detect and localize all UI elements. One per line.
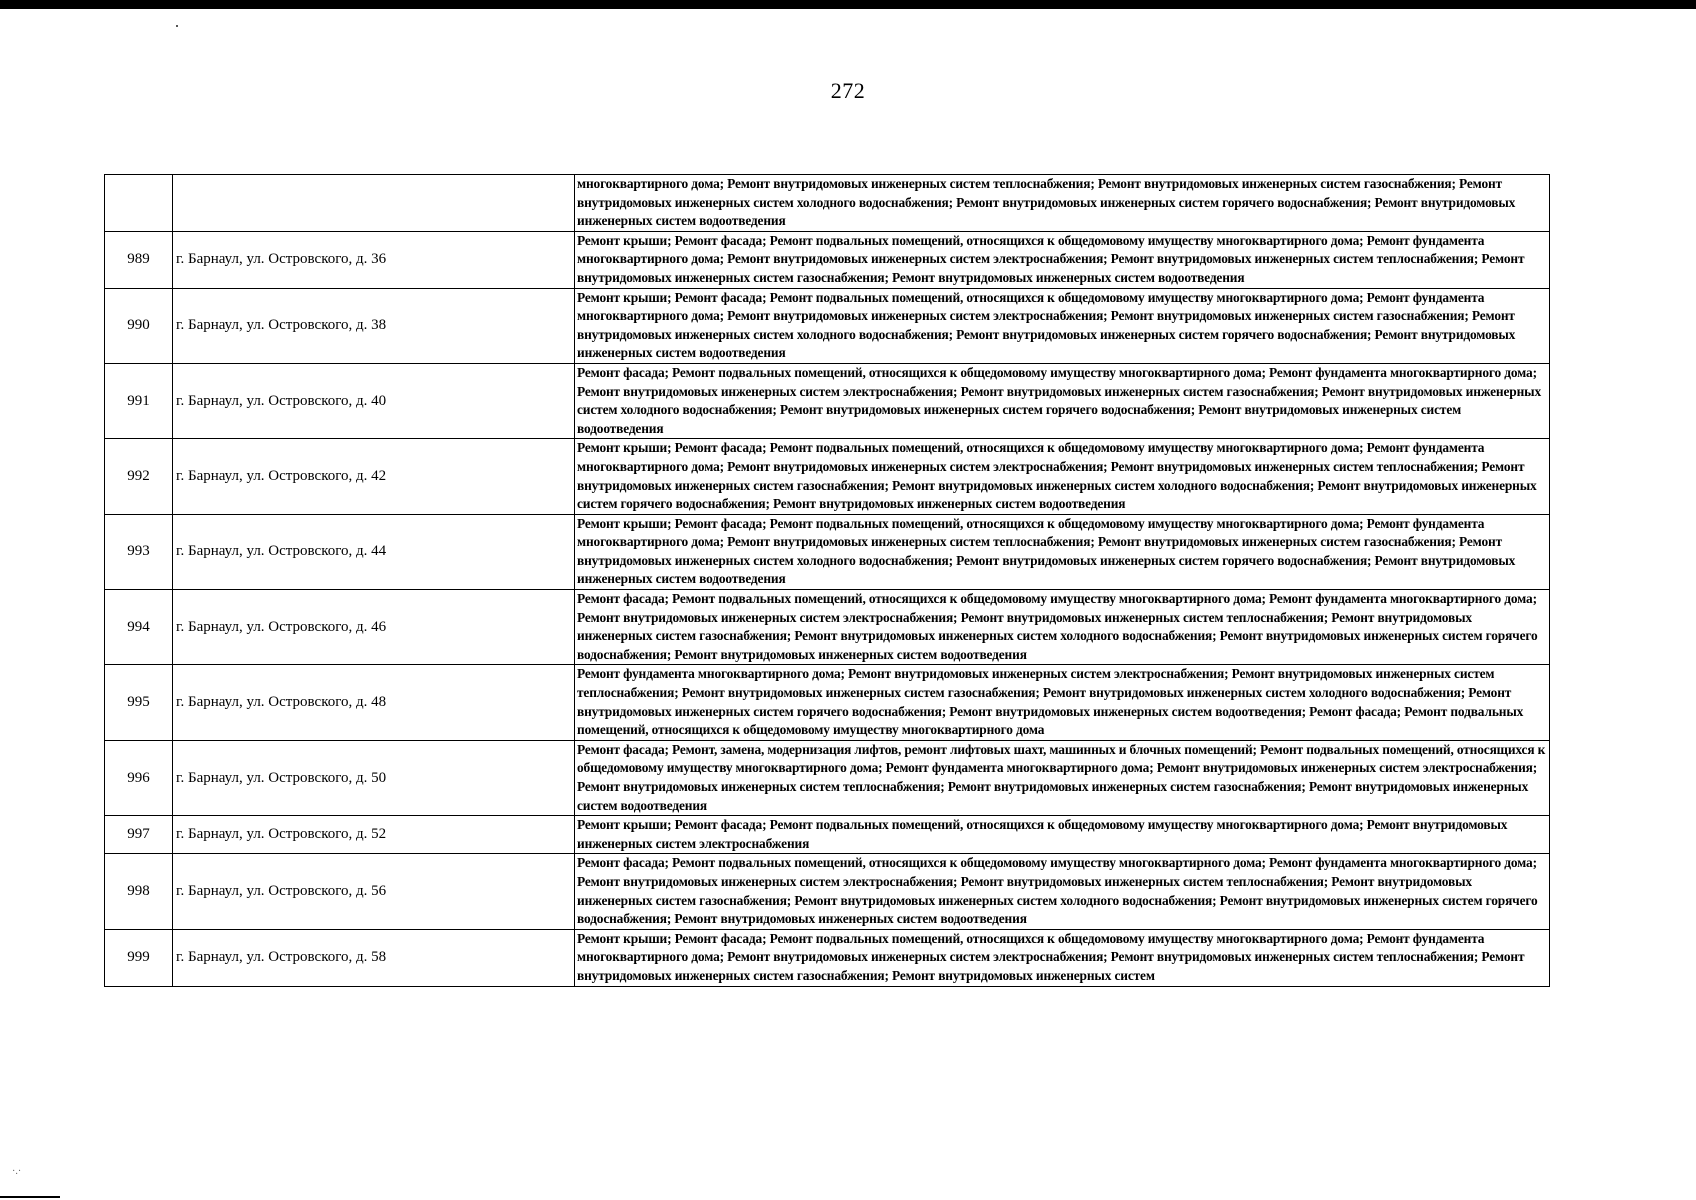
row-address [173, 175, 575, 232]
row-address: г. Барнаул, ул. Островского, д. 56 [173, 854, 575, 929]
row-number: 996 [105, 740, 173, 815]
table-row [105, 439, 1550, 514]
table-row [105, 816, 1550, 854]
row-number [105, 175, 173, 232]
row-address: г. Барнаул, ул. Островского, д. 48 [173, 665, 575, 740]
row-works: Ремонт крыши; Ремонт фасада; Ремонт подвальных помещений, относящихся к общедомовому имуществу многоквартирного дома; Ремонт фундамента многоквартирного дома; Ремонт внутридомовых инженерных систем электроснабжения; Ремонт внутридомовых инженерных систем теплоснабжения; Ремонт внутридомовых инженерных систем газоснабжения; Ремонт внутридомовых инженерных систем водоотведения [575, 231, 1550, 288]
row-address: г. Барнаул, ул. Островского, д. 58 [173, 929, 575, 986]
row-works: Ремонт фундамента многоквартирного дома; Ремонт внутридомовых инженерных систем электроснабжения; Ремонт внутридомовых инженерных систем теплоснабжения; Ремонт внутридомовых инженерных систем газоснабжения; Ремонт внутридомовых инженерных систем холодного водоснабжения; Ремонт внутридомовых инженерных систем горячего водоснабжения; Ремонт внутридомовых инженерных систем водоотведения; Ремонт фасада; Ремонт подвальных помещений, относящихся к общедомовому имуществу многоквартирного дома [575, 665, 1550, 740]
scan-bottom-mark [0, 1196, 60, 1198]
row-address: г. Барнаул, ул. Островского, д. 40 [173, 363, 575, 438]
row-address: г. Барнаул, ул. Островского, д. 44 [173, 514, 575, 589]
row-works: Ремонт фасада; Ремонт подвальных помещений, относящихся к общедомовому имуществу многоквартирного дома; Ремонт фундамента многоквартирного дома; Ремонт внутридомовых инженерных систем электроснабжения; Ремонт внутридомовых инженерных систем теплоснабжения; Ремонт внутридомовых инженерных систем газоснабжения; Ремонт внутридомовых инженерных систем холодного водоснабжения; Ремонт внутридомовых инженерных систем горячего водоснабжения; Ремонт внутридомовых инженерных систем водоотведения [575, 590, 1550, 665]
row-works: Ремонт крыши; Ремонт фасада; Ремонт подвальных помещений, относящихся к общедомовому имуществу многоквартирного дома; Ремонт фундамента многоквартирного дома; Ремонт внутридомовых инженерных систем теплоснабжения; Ремонт внутридомовых инженерных систем газоснабжения; Ремонт внутридомовых инженерных систем холодного водоснабжения; Ремонт внутридомовых инженерных систем горячего водоснабжения; Ремонт внутридомовых инженерных систем водоотведения [575, 514, 1550, 589]
row-number: 990 [105, 288, 173, 363]
row-works: Ремонт крыши; Ремонт фасада; Ремонт подвальных помещений, относящихся к общедомовому имуществу многоквартирного дома; Ремонт внутридомовых инженерных систем электроснабжения [575, 816, 1550, 854]
table-row [105, 590, 1550, 665]
scan-top-border [0, 0, 1696, 9]
row-address: г. Барнаул, ул. Островского, д. 38 [173, 288, 575, 363]
scan-speck [176, 25, 178, 27]
row-works: Ремонт крыши; Ремонт фасада; Ремонт подвальных помещений, относящихся к общедомовому имуществу многоквартирного дома; Ремонт фундамента многоквартирного дома; Ремонт внутридомовых инженерных систем электроснабжения; Ремонт внутридомовых инженерных систем теплоснабжения; Ремонт внутридомовых инженерных систем газоснабжения; Ремонт внутридомовых инженерных систем [575, 929, 1550, 986]
row-works: Ремонт крыши; Ремонт фасада; Ремонт подвальных помещений, относящихся к общедомовому имуществу многоквартирного дома; Ремонт фундамента многоквартирного дома; Ремонт внутридомовых инженерных систем электроснабжения; Ремонт внутридомовых инженерных систем теплоснабжения; Ремонт внутридомовых инженерных систем газоснабжения; Ремонт внутридомовых инженерных систем холодного водоснабжения; Ремонт внутридомовых инженерных систем горячего водоснабжения; Ремонт внутридомовых инженерных систем водоотведения [575, 439, 1550, 514]
table-row [105, 231, 1550, 288]
row-number: 993 [105, 514, 173, 589]
row-works: Ремонт крыши; Ремонт фасада; Ремонт подвальных помещений, относящихся к общедомовому имуществу многоквартирного дома; Ремонт фундамента многоквартирного дома; Ремонт внутридомовых инженерных систем электроснабжения; Ремонт внутридомовых инженерных систем газоснабжения; Ремонт внутридомовых инженерных систем холодного водоснабжения; Ремонт внутридомовых инженерных систем горячего водоснабжения; Ремонт внутридомовых инженерных систем водоотведения [575, 288, 1550, 363]
row-works: Ремонт фасада; Ремонт, замена, модернизация лифтов, ремонт лифтовых шахт, машинных и блочных помещений; Ремонт подвальных помещений, относящихся к общедомовому имуществу многоквартирного дома; Ремонт фундамента многоквартирного дома; Ремонт внутридомовых инженерных систем электроснабжения; Ремонт внутридомовых инженерных систем теплоснабжения; Ремонт внутридомовых инженерных систем газоснабжения; Ремонт внутридомовых инженерных систем водоотведения [575, 740, 1550, 815]
scan-speck: ·.· [12, 1166, 22, 1177]
table-row [105, 665, 1550, 740]
table-row [105, 740, 1550, 815]
row-address: г. Барнаул, ул. Островского, д. 46 [173, 590, 575, 665]
row-number: 992 [105, 439, 173, 514]
row-works: Ремонт фасада; Ремонт подвальных помещений, относящихся к общедомовому имуществу многоквартирного дома; Ремонт фундамента многоквартирного дома; Ремонт внутридомовых инженерных систем электроснабжения; Ремонт внутридомовых инженерных систем газоснабжения; Ремонт внутридомовых инженерных систем холодного водоснабжения; Ремонт внутридомовых инженерных систем горячего водоснабжения; Ремонт внутридомовых инженерных систем водоотведения [575, 363, 1550, 438]
row-number: 998 [105, 854, 173, 929]
row-number: 999 [105, 929, 173, 986]
row-address: г. Барнаул, ул. Островского, д. 52 [173, 816, 575, 854]
table-row [105, 514, 1550, 589]
works-table [104, 174, 1550, 987]
row-number: 991 [105, 363, 173, 438]
row-number: 994 [105, 590, 173, 665]
table-row [105, 288, 1550, 363]
row-address: г. Барнаул, ул. Островского, д. 50 [173, 740, 575, 815]
table-row [105, 929, 1550, 986]
row-address: г. Барнаул, ул. Островского, д. 42 [173, 439, 575, 514]
table-row [105, 854, 1550, 929]
row-number: 989 [105, 231, 173, 288]
row-number: 997 [105, 816, 173, 854]
row-number: 995 [105, 665, 173, 740]
table-row [105, 175, 1550, 232]
works-table-container [104, 174, 1550, 987]
table-row [105, 363, 1550, 438]
page-number: 272 [830, 78, 866, 103]
row-address: г. Барнаул, ул. Островского, д. 36 [173, 231, 575, 288]
row-works: многоквартирного дома; Ремонт внутридомовых инженерных систем теплоснабжения; Ремонт внутридомовых инженерных систем газоснабжения; Ремонт внутридомовых инженерных систем холодного водоснабжения; Ремонт внутридомовых инженерных систем горячего водоснабжения; Ремонт внутридомовых инженерных систем водоотведения [575, 175, 1550, 232]
row-works: Ремонт фасада; Ремонт подвальных помещений, относящихся к общедомовому имуществу многоквартирного дома; Ремонт фундамента многоквартирного дома; Ремонт внутридомовых инженерных систем электроснабжения; Ремонт внутридомовых инженерных систем теплоснабжения; Ремонт внутридомовых инженерных систем газоснабжения; Ремонт внутридомовых инженерных систем холодного водоснабжения; Ремонт внутридомовых инженерных систем горячего водоснабжения; Ремонт внутридомовых инженерных систем водоотведения [575, 854, 1550, 929]
